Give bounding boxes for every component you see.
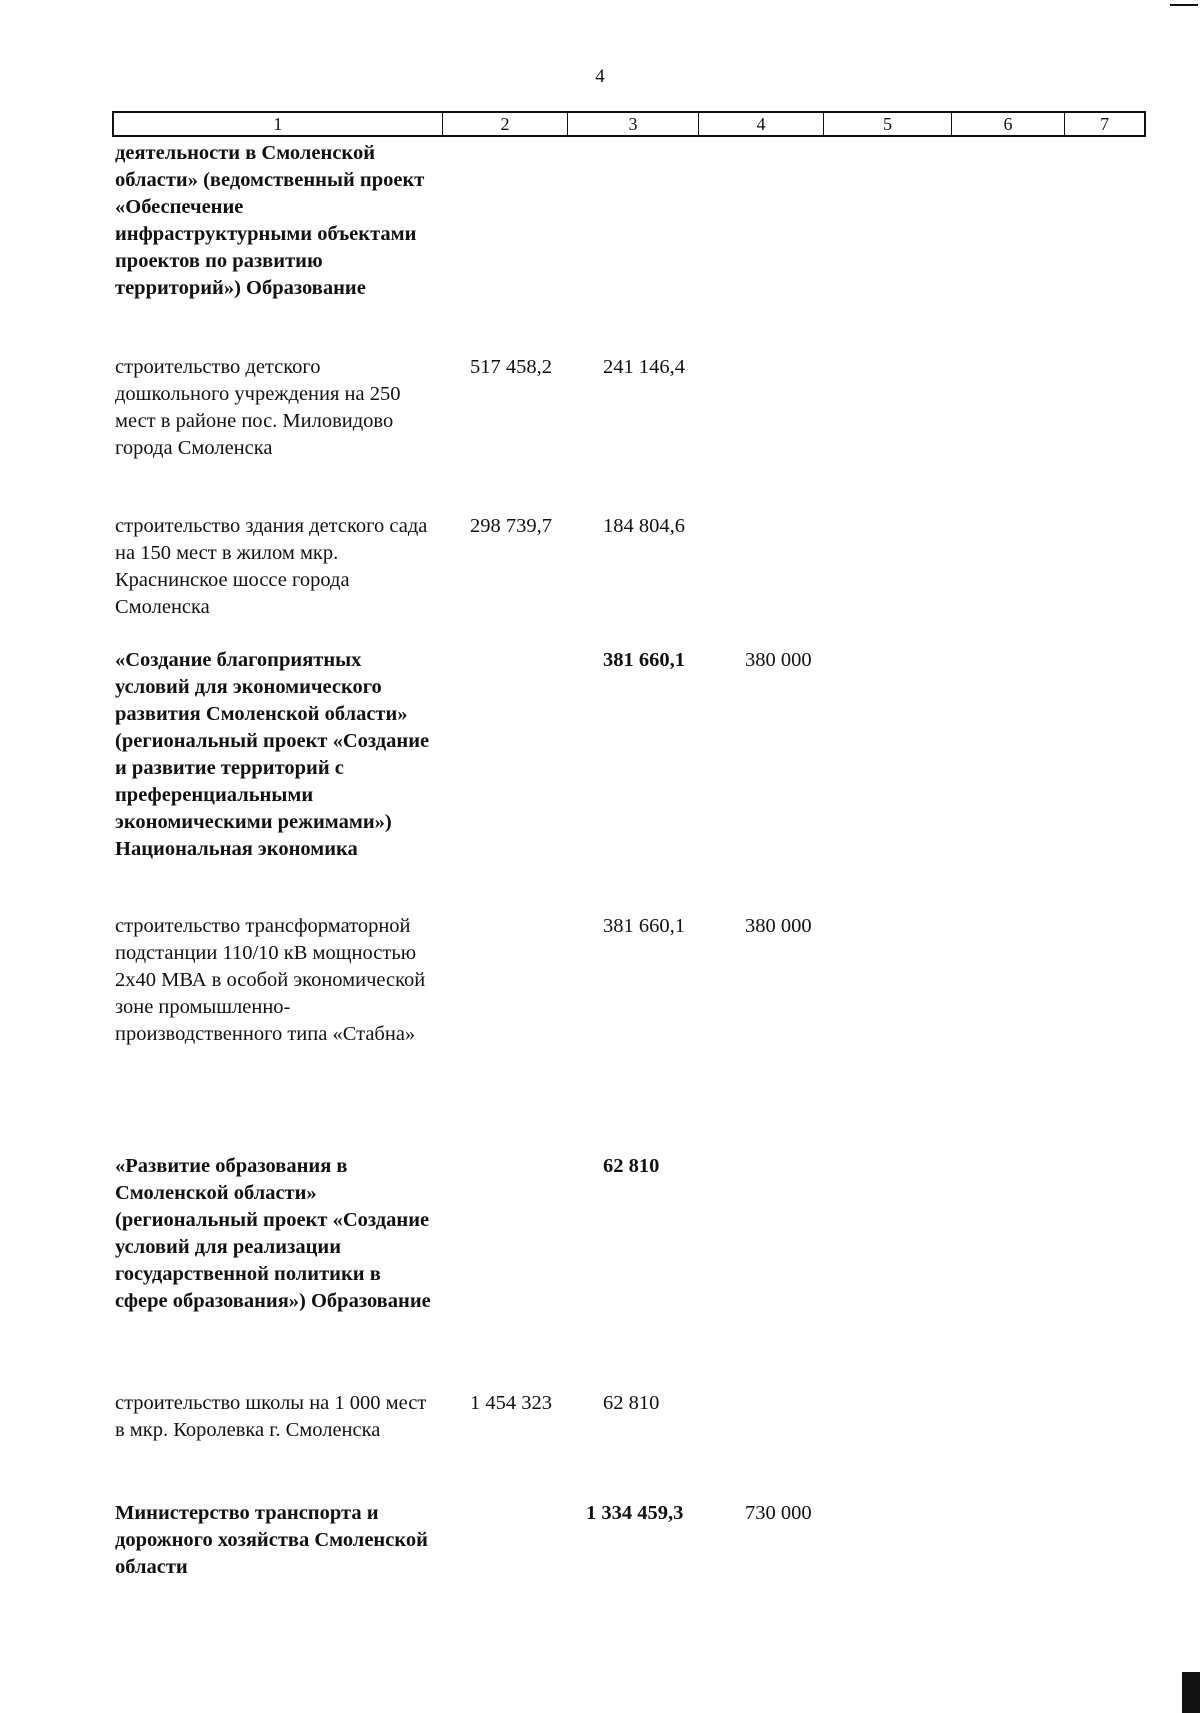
row-col-2: 517 458,2: [470, 356, 552, 378]
header-col-3: 3: [568, 113, 699, 135]
scan-edge-mark: [1170, 4, 1198, 6]
row-col-3: 381 660,1: [603, 649, 685, 671]
header-col-6: 6: [952, 113, 1066, 135]
row-col-2: 298 739,7: [470, 515, 552, 537]
table-header-row: [112, 111, 1146, 137]
header-col-2: 2: [443, 113, 569, 135]
page-number: 4: [595, 66, 605, 87]
row-col-3: 381 660,1: [603, 915, 685, 937]
row-name: деятельности в Смоленской области» (ведомственный проект «Обеспечение инфраструктурными объектами проектов по развитию территорий») Образование: [115, 142, 425, 299]
row-name: «Создание благоприятных условий для экономического развития Смоленской области» (региональный проект «Создание и развитие территорий с преференциальными экономическими режимами») Национальная экономика: [115, 649, 430, 860]
row-name: строительство школы на 1 000 мест в мкр. Королевка г. Смоленска: [115, 1392, 427, 1441]
header-col-4: 4: [699, 113, 825, 135]
row-col-3: 1 334 459,3: [586, 1502, 684, 1524]
row-col-2: 1 454 323: [470, 1392, 552, 1414]
row-col-4: 730 000: [745, 1502, 812, 1524]
header-col-1: 1: [114, 113, 443, 135]
row-col-4: 380 000: [745, 915, 812, 937]
row-col-3: 62 810: [603, 1155, 660, 1177]
row-col-3: 184 804,6: [603, 515, 685, 537]
header-col-7: 7: [1100, 114, 1110, 134]
row-col-3: 62 810: [603, 1392, 660, 1414]
row-name: строительство детского дошкольного учреждения на 250 мест в районе пос. Миловидово города Смоленска: [115, 356, 401, 459]
row-name: «Развитие образования в Смоленской области» (региональный проект «Создание условий для реализации государственной политики в сфере образования») Образование: [115, 1155, 431, 1312]
row-name: строительство здания детского сада на 150 мест в жилом мкр. Краснинское шоссе города Смоленска: [115, 515, 428, 618]
header-col-5: 5: [824, 113, 952, 135]
row-col-4: 380 000: [745, 649, 812, 671]
scan-edge-mark: [1182, 1672, 1200, 1713]
row-col-3: 241 146,4: [603, 356, 685, 378]
row-name: Министерство транспорта и дорожного хозяйства Смоленской области: [115, 1502, 428, 1578]
row-name: строительство трансформаторной подстанции 110/10 кВ мощностью 2х40 МВА в особой экономической зоне промышленно-производственного типа «Стабна»: [115, 915, 426, 1045]
